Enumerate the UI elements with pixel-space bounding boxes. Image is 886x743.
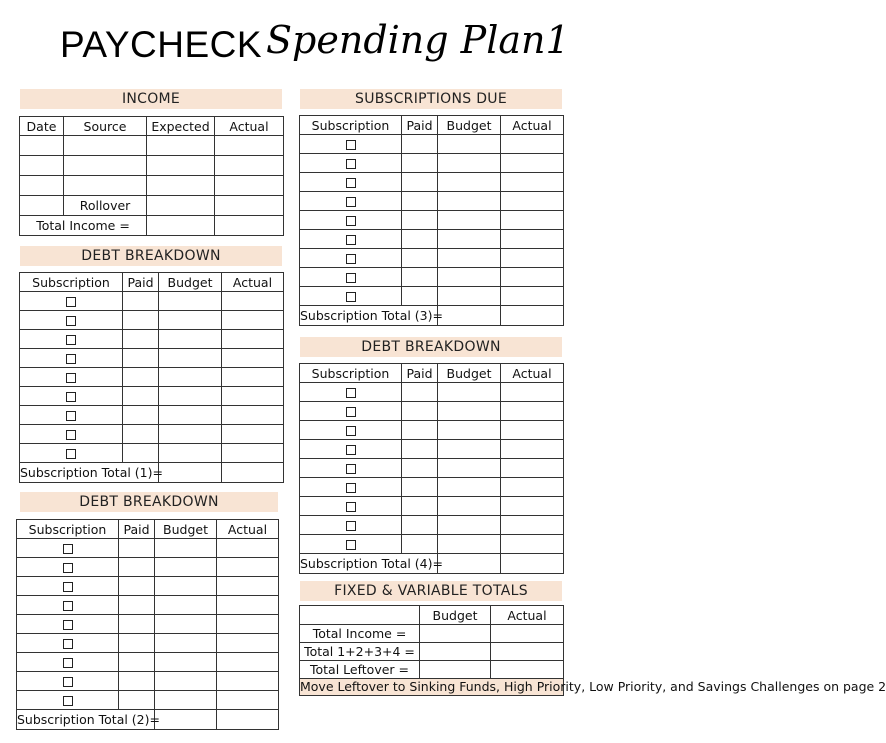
checkbox[interactable] bbox=[346, 388, 356, 398]
table-cell[interactable] bbox=[123, 387, 159, 406]
checkbox[interactable] bbox=[346, 292, 356, 302]
table-cell[interactable] bbox=[119, 577, 155, 596]
title-main: PAYCHECK bbox=[60, 24, 263, 65]
checkbox[interactable] bbox=[346, 216, 356, 226]
table-cell[interactable] bbox=[217, 558, 279, 577]
table-cell[interactable] bbox=[155, 596, 217, 615]
table-cell[interactable] bbox=[501, 192, 564, 211]
rollover-row bbox=[20, 196, 284, 216]
table-cell[interactable] bbox=[217, 596, 279, 615]
income-col-date: Date bbox=[20, 117, 64, 136]
table-cell[interactable] bbox=[438, 268, 501, 287]
table-cell[interactable] bbox=[123, 368, 159, 387]
table-cell[interactable] bbox=[501, 287, 564, 306]
debt2-heading: DEBT BREAKDOWN bbox=[20, 492, 278, 512]
table-row bbox=[17, 596, 279, 615]
checkbox[interactable] bbox=[346, 140, 356, 150]
table-row bbox=[300, 135, 564, 154]
table-row bbox=[20, 425, 284, 444]
col-subscription: Subscription bbox=[17, 520, 119, 539]
table-row bbox=[17, 615, 279, 634]
totals-row bbox=[300, 643, 564, 661]
table-cell[interactable] bbox=[222, 425, 284, 444]
checkbox[interactable] bbox=[66, 297, 76, 307]
table-cell[interactable] bbox=[159, 292, 222, 311]
subtotal-row bbox=[300, 306, 564, 326]
checkbox[interactable] bbox=[63, 677, 73, 687]
table-cell[interactable] bbox=[402, 268, 438, 287]
checkbox[interactable] bbox=[346, 273, 356, 283]
table-cell[interactable] bbox=[123, 406, 159, 425]
debt1-heading: DEBT BREAKDOWN bbox=[20, 246, 282, 266]
checkbox[interactable] bbox=[346, 254, 356, 264]
table-row bbox=[300, 383, 564, 402]
table-cell[interactable] bbox=[402, 421, 438, 440]
table-row bbox=[300, 402, 564, 421]
table-cell[interactable] bbox=[438, 135, 501, 154]
table-cell[interactable] bbox=[438, 383, 501, 402]
table-cell[interactable] bbox=[119, 691, 155, 710]
table-row bbox=[20, 136, 284, 156]
col-subscription: Subscription bbox=[300, 364, 402, 383]
subtotal-label: Subscription Total (3)= bbox=[300, 306, 438, 326]
col-budget: Budget bbox=[438, 364, 501, 383]
totals-col-budget: Budget bbox=[420, 606, 491, 625]
checkbox[interactable] bbox=[66, 335, 76, 345]
table-row bbox=[300, 440, 564, 459]
rollover-label: Rollover bbox=[64, 196, 147, 216]
col-budget: Budget bbox=[155, 520, 217, 539]
leftover-note: Move Leftover to Sinking Funds, High Priority, Low Priority, and Savings Challenges on page 2 bbox=[300, 679, 886, 694]
table-row bbox=[17, 577, 279, 596]
table-cell[interactable] bbox=[119, 615, 155, 634]
total-income-row bbox=[20, 216, 284, 236]
total-income-label: Total Income = bbox=[300, 625, 420, 643]
subtotal-row bbox=[17, 710, 279, 730]
checkbox[interactable] bbox=[63, 696, 73, 706]
table-cell[interactable] bbox=[155, 672, 217, 691]
income-heading: INCOME bbox=[20, 89, 282, 109]
table-cell[interactable] bbox=[123, 311, 159, 330]
table-cell[interactable] bbox=[402, 154, 438, 173]
checkbox[interactable] bbox=[63, 563, 73, 573]
table-cell[interactable] bbox=[155, 691, 217, 710]
table-cell[interactable] bbox=[501, 478, 564, 497]
table-row bbox=[300, 249, 564, 268]
table-cell[interactable] bbox=[222, 387, 284, 406]
table-row bbox=[300, 497, 564, 516]
table-cell[interactable] bbox=[217, 615, 279, 634]
table-cell[interactable] bbox=[438, 154, 501, 173]
checkbox[interactable] bbox=[66, 449, 76, 459]
table-row bbox=[300, 421, 564, 440]
table-cell[interactable] bbox=[155, 634, 217, 653]
table-row bbox=[300, 230, 564, 249]
checkbox[interactable] bbox=[346, 197, 356, 207]
table-row bbox=[20, 368, 284, 387]
col-budget: Budget bbox=[159, 273, 222, 292]
col-actual: Actual bbox=[501, 364, 564, 383]
table-cell[interactable] bbox=[402, 535, 438, 554]
income-col-actual: Actual bbox=[215, 117, 284, 136]
table-cell[interactable] bbox=[217, 691, 279, 710]
table-cell[interactable] bbox=[402, 211, 438, 230]
table-cell[interactable] bbox=[123, 330, 159, 349]
subs-heading: SUBSCRIPTIONS DUE bbox=[300, 89, 562, 109]
income-table bbox=[19, 116, 284, 236]
subtotal-label: Subscription Total (4)= bbox=[300, 554, 438, 574]
checkbox[interactable] bbox=[66, 411, 76, 421]
table-cell[interactable] bbox=[119, 596, 155, 615]
checkbox[interactable] bbox=[346, 464, 356, 474]
checkbox[interactable] bbox=[346, 159, 356, 169]
table-cell[interactable] bbox=[438, 230, 501, 249]
checkbox[interactable] bbox=[66, 392, 76, 402]
table-row bbox=[300, 287, 564, 306]
table-row bbox=[17, 653, 279, 672]
debt4-table bbox=[299, 363, 564, 574]
table-cell[interactable] bbox=[402, 440, 438, 459]
table-cell[interactable] bbox=[159, 387, 222, 406]
table-cell[interactable] bbox=[159, 425, 222, 444]
table-row bbox=[17, 691, 279, 710]
table-row bbox=[20, 330, 284, 349]
checkbox[interactable] bbox=[346, 407, 356, 417]
table-cell[interactable] bbox=[438, 516, 501, 535]
table-cell[interactable] bbox=[159, 444, 222, 463]
table-cell[interactable] bbox=[501, 154, 564, 173]
table-cell[interactable] bbox=[155, 558, 217, 577]
table-cell[interactable] bbox=[159, 311, 222, 330]
table-cell[interactable] bbox=[222, 444, 284, 463]
checkbox[interactable] bbox=[346, 235, 356, 245]
totals-heading: FIXED & VARIABLE TOTALS bbox=[300, 581, 562, 601]
checkbox[interactable] bbox=[66, 354, 76, 364]
col-paid: Paid bbox=[123, 273, 159, 292]
subtotal-row bbox=[20, 463, 284, 483]
checkbox[interactable] bbox=[346, 502, 356, 512]
table-cell[interactable] bbox=[501, 516, 564, 535]
table-row bbox=[300, 478, 564, 497]
table-cell[interactable] bbox=[501, 230, 564, 249]
table-row bbox=[20, 387, 284, 406]
table-cell[interactable] bbox=[119, 634, 155, 653]
checkbox[interactable] bbox=[66, 430, 76, 440]
table-cell[interactable] bbox=[159, 330, 222, 349]
table-cell[interactable] bbox=[438, 497, 501, 516]
col-paid: Paid bbox=[119, 520, 155, 539]
checkbox[interactable] bbox=[63, 601, 73, 611]
table-cell[interactable] bbox=[222, 311, 284, 330]
table-cell[interactable] bbox=[119, 558, 155, 577]
table-cell[interactable] bbox=[155, 577, 217, 596]
subtotal-row bbox=[300, 554, 564, 574]
table-cell[interactable] bbox=[438, 211, 501, 230]
table-cell[interactable] bbox=[222, 349, 284, 368]
table-cell[interactable] bbox=[217, 577, 279, 596]
totals-row bbox=[300, 661, 564, 679]
checkbox[interactable] bbox=[66, 373, 76, 383]
table-row bbox=[20, 444, 284, 463]
table-cell[interactable] bbox=[438, 421, 501, 440]
table-cell[interactable] bbox=[402, 383, 438, 402]
checkbox[interactable] bbox=[63, 544, 73, 554]
total-sum-label: Total 1+2+3+4 = bbox=[300, 643, 420, 661]
table-row bbox=[20, 176, 284, 196]
table-cell[interactable] bbox=[123, 425, 159, 444]
col-subscription: Subscription bbox=[300, 116, 402, 135]
checkbox[interactable] bbox=[346, 426, 356, 436]
total-income-label: Total Income = bbox=[20, 216, 147, 236]
title-script: Spending Plan1 bbox=[266, 18, 570, 62]
income-col-expected: Expected bbox=[147, 117, 215, 136]
table-cell[interactable] bbox=[222, 330, 284, 349]
page-title bbox=[0, 18, 578, 68]
table-cell[interactable] bbox=[438, 287, 501, 306]
checkbox[interactable] bbox=[66, 316, 76, 326]
table-cell[interactable] bbox=[222, 292, 284, 311]
table-cell[interactable] bbox=[222, 368, 284, 387]
table-cell[interactable] bbox=[501, 402, 564, 421]
table-row bbox=[20, 292, 284, 311]
table-cell[interactable] bbox=[402, 402, 438, 421]
table-cell[interactable] bbox=[159, 368, 222, 387]
table-row bbox=[300, 192, 564, 211]
col-paid: Paid bbox=[402, 116, 438, 135]
table-cell[interactable] bbox=[155, 539, 217, 558]
table-cell[interactable] bbox=[501, 211, 564, 230]
table-cell[interactable] bbox=[402, 478, 438, 497]
col-actual: Actual bbox=[217, 520, 279, 539]
table-cell[interactable] bbox=[123, 444, 159, 463]
table-cell[interactable] bbox=[159, 349, 222, 368]
debt4-heading: DEBT BREAKDOWN bbox=[300, 337, 562, 357]
col-subscription: Subscription bbox=[20, 273, 123, 292]
table-cell[interactable] bbox=[501, 497, 564, 516]
table-row bbox=[20, 156, 284, 176]
table-cell[interactable] bbox=[402, 135, 438, 154]
table-row bbox=[300, 211, 564, 230]
table-cell[interactable] bbox=[402, 192, 438, 211]
table-cell[interactable] bbox=[119, 672, 155, 691]
table-cell[interactable] bbox=[501, 421, 564, 440]
table-cell[interactable] bbox=[438, 535, 501, 554]
table-cell[interactable] bbox=[123, 349, 159, 368]
debt1-table bbox=[19, 272, 284, 483]
table-row bbox=[20, 311, 284, 330]
table-cell[interactable] bbox=[402, 497, 438, 516]
checkbox[interactable] bbox=[63, 582, 73, 592]
checkbox[interactable] bbox=[63, 658, 73, 668]
table-cell[interactable] bbox=[217, 653, 279, 672]
table-cell[interactable] bbox=[501, 135, 564, 154]
col-budget: Budget bbox=[438, 116, 501, 135]
table-row bbox=[17, 558, 279, 577]
subs-table bbox=[299, 115, 564, 326]
table-cell[interactable] bbox=[155, 615, 217, 634]
debt2-table bbox=[16, 519, 279, 730]
table-cell[interactable] bbox=[402, 173, 438, 192]
checkbox[interactable] bbox=[346, 445, 356, 455]
table-cell[interactable] bbox=[222, 406, 284, 425]
table-cell[interactable] bbox=[217, 539, 279, 558]
table-cell[interactable] bbox=[501, 383, 564, 402]
table-row bbox=[20, 349, 284, 368]
col-actual: Actual bbox=[222, 273, 284, 292]
table-cell[interactable] bbox=[438, 173, 501, 192]
checkbox[interactable] bbox=[63, 639, 73, 649]
table-cell[interactable] bbox=[501, 459, 564, 478]
table-row bbox=[300, 516, 564, 535]
table-cell[interactable] bbox=[438, 478, 501, 497]
table-cell[interactable] bbox=[217, 672, 279, 691]
table-cell[interactable] bbox=[119, 539, 155, 558]
table-cell[interactable] bbox=[501, 173, 564, 192]
table-row bbox=[300, 268, 564, 287]
table-cell[interactable] bbox=[501, 440, 564, 459]
checkbox[interactable] bbox=[346, 521, 356, 531]
table-cell[interactable] bbox=[402, 459, 438, 478]
table-cell[interactable] bbox=[438, 402, 501, 421]
col-paid: Paid bbox=[402, 364, 438, 383]
table-row bbox=[300, 154, 564, 173]
checkbox[interactable] bbox=[346, 483, 356, 493]
totals-row bbox=[300, 625, 564, 643]
table-cell[interactable] bbox=[402, 249, 438, 268]
table-row bbox=[20, 406, 284, 425]
table-row bbox=[17, 672, 279, 691]
table-cell[interactable] bbox=[501, 535, 564, 554]
table-row bbox=[300, 173, 564, 192]
income-col-source: Source bbox=[64, 117, 147, 136]
table-cell[interactable] bbox=[402, 516, 438, 535]
table-row bbox=[300, 535, 564, 554]
checkbox[interactable] bbox=[63, 620, 73, 630]
table-cell[interactable] bbox=[438, 459, 501, 478]
table-row bbox=[17, 539, 279, 558]
table-cell[interactable] bbox=[402, 287, 438, 306]
table-cell[interactable] bbox=[123, 292, 159, 311]
table-cell[interactable] bbox=[501, 249, 564, 268]
checkbox[interactable] bbox=[346, 178, 356, 188]
table-cell[interactable] bbox=[501, 268, 564, 287]
table-row bbox=[300, 459, 564, 478]
table-cell[interactable] bbox=[119, 653, 155, 672]
table-cell[interactable] bbox=[438, 249, 501, 268]
totals-col-actual: Actual bbox=[491, 606, 564, 625]
checkbox[interactable] bbox=[346, 540, 356, 550]
table-row bbox=[17, 634, 279, 653]
total-leftover-label: Total Leftover = bbox=[300, 661, 420, 679]
table-cell[interactable] bbox=[402, 230, 438, 249]
table-cell[interactable] bbox=[217, 634, 279, 653]
subtotal-label: Subscription Total (2)= bbox=[17, 710, 155, 730]
col-actual: Actual bbox=[501, 116, 564, 135]
table-cell[interactable] bbox=[438, 192, 501, 211]
table-cell[interactable] bbox=[438, 440, 501, 459]
totals-table bbox=[299, 605, 886, 696]
table-cell[interactable] bbox=[159, 406, 222, 425]
table-cell[interactable] bbox=[155, 653, 217, 672]
subtotal-label: Subscription Total (1)= bbox=[20, 463, 159, 483]
